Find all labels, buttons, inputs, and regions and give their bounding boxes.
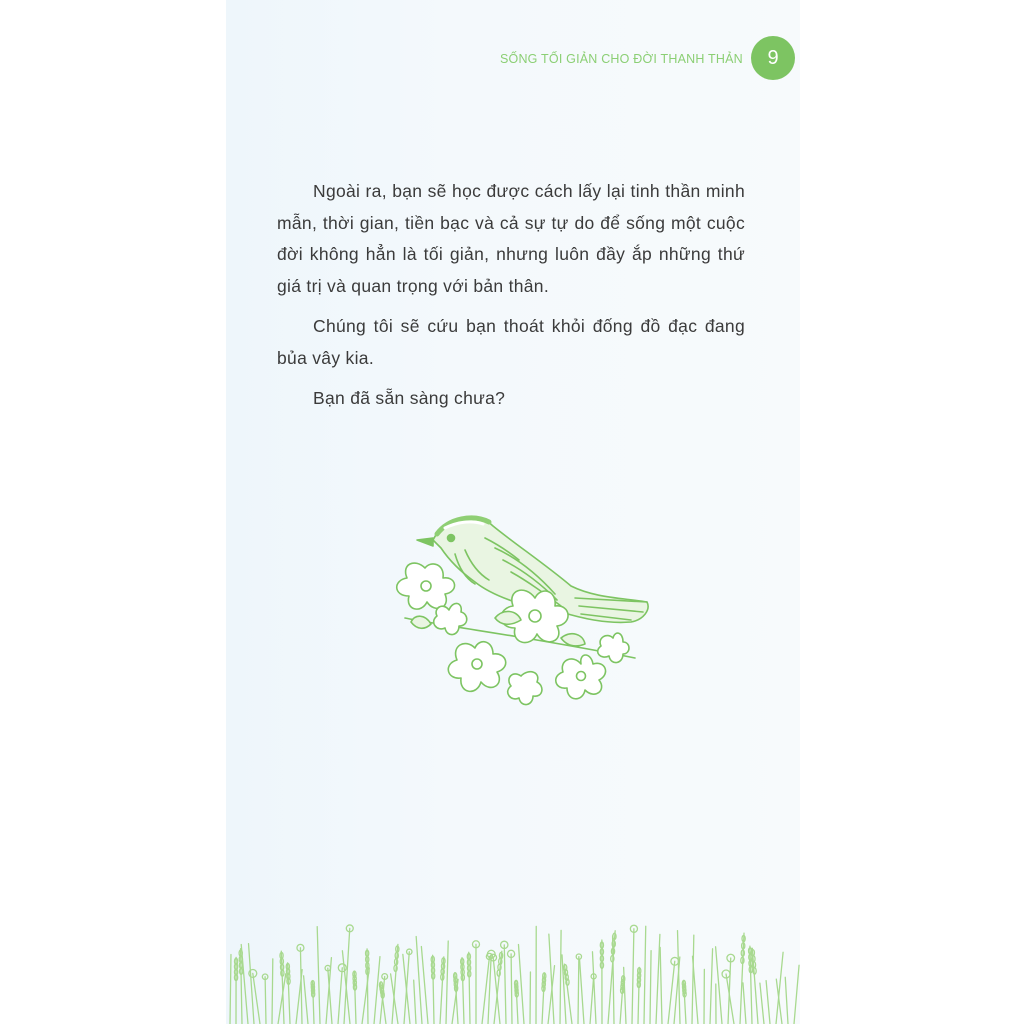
bird-on-blossom-icon [385,498,660,723]
running-header-title: SỐNG TỐI GIẢN CHO ĐỜI THANH THẢN [500,52,743,66]
paragraph-3: Bạn đã sẵn sàng chưa? [313,388,506,408]
page-number-badge: 9 [751,36,795,80]
grass-meadow-icon [226,920,800,1024]
body-text [277,176,745,424]
paragraph-2: Chúng tôi sẽ cứu bạn thoát khỏi đống đồ đạc đang bủa vây kia. [277,316,745,368]
paragraph-1: Ngoài ra, bạn sẽ học được cách lấy lại tinh thần minh mẫn, thời gian, tiền bạc và cả sự tự do để sống một cuộc đời không hẳn là tối giản, nhưng luôn đầy ắp những thứ giá trị và quan trọng với bản thân. [277,181,745,296]
